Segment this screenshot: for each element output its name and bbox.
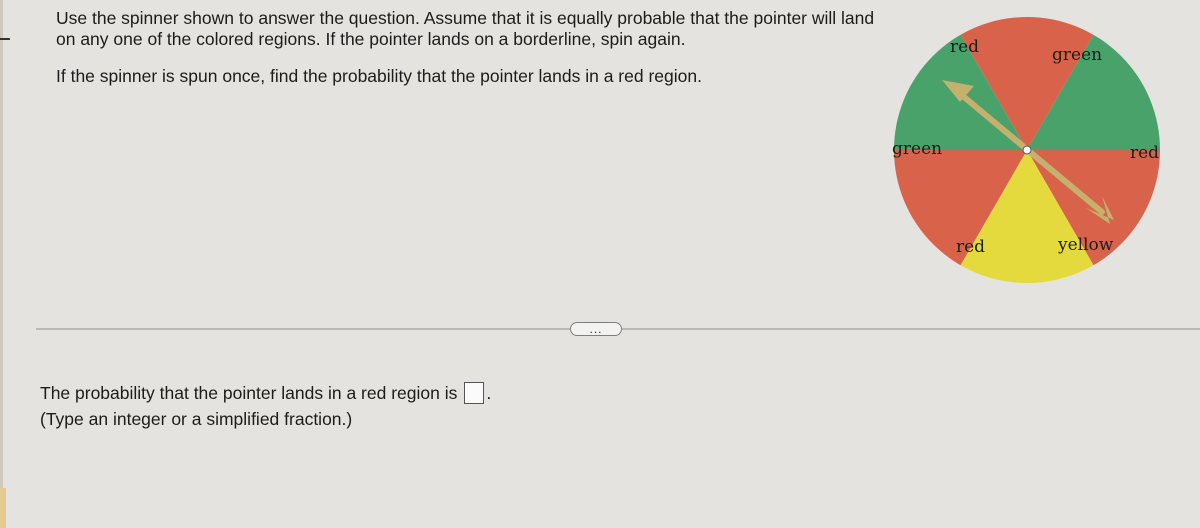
spinner-center-pin [1023, 146, 1031, 154]
question-instruction: Use the spinner shown to answer the question. Assume that it is equally probable that the pointer will land on any one of the colored regions. If the pointer lands on a borderline, spin again. [56, 8, 875, 49]
left-edge [0, 0, 3, 528]
question-text [56, 8, 876, 87]
spinner-svg [880, 0, 1180, 290]
answer-hint: (Type an integer or a simplified fraction.) [40, 409, 353, 429]
spinner-label-green-top-right: green [1052, 45, 1103, 65]
answer-text: The probability that the pointer lands in a red region is [40, 383, 458, 403]
answer-period: . [486, 383, 492, 403]
spinner-figure [880, 0, 1180, 290]
spinner-label-green-left: green [892, 139, 943, 159]
spinner-label-yellow: yellow [1058, 235, 1114, 255]
spinner-label-red-bottom: red [956, 237, 986, 257]
left-edge-mark [0, 38, 10, 40]
spinner-label-red-right: red [1130, 143, 1160, 163]
more-options-button[interactable]: ... [570, 322, 622, 336]
answer-line [40, 380, 740, 406]
question-prompt: If the spinner is spun once, find the probability that the pointer lands in a red region. [56, 66, 702, 86]
answer-input-box[interactable] [464, 382, 484, 404]
spinner-label-red-top: red [950, 37, 980, 57]
left-edge-strip [0, 488, 6, 528]
answer-area [40, 380, 740, 432]
